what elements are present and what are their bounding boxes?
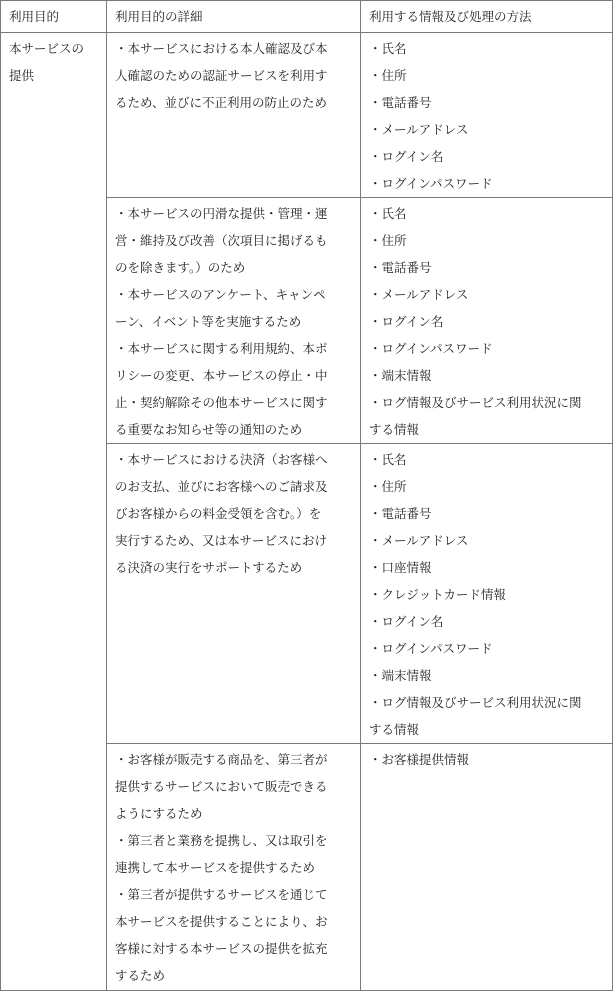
details-cell (107, 444, 361, 744)
info-line: ・メールアドレス (369, 287, 469, 302)
details-line: リシーの変更、本サービスの停止・中 (115, 368, 328, 383)
info-line: ・ログ情報及びサービス利用状況に関 (369, 695, 582, 710)
info-line: ・端末情報 (369, 368, 432, 383)
info-line: ・ログイン名 (369, 614, 444, 629)
details-line: ・本サービスの円滑な提供・管理・運 (115, 206, 328, 221)
info-line: ・メールアドレス (369, 533, 469, 548)
details-line: のお支払、並びにお客様へのご請求及 (115, 479, 328, 494)
info-line: ・氏名 (369, 452, 407, 467)
details-line: ようにするため (115, 806, 203, 821)
info-cell (361, 444, 613, 744)
details-line: 営・維持及び改善（次項目に掲げるも (115, 233, 328, 248)
info-line: ・氏名 (369, 41, 407, 56)
info-line: する情報 (369, 422, 420, 437)
details-line: ・本サービスのアンケート、キャンペ (115, 287, 326, 302)
details-line: 実行するため、又は本サービスにおけ (115, 533, 328, 548)
details-line: ・本サービスに関する利用規約、本ポ (115, 341, 328, 356)
details-cell (107, 33, 361, 198)
header-purpose: 利用目的 (1, 1, 107, 33)
purpose-line: 本サービスの (9, 41, 85, 56)
info-line: ・端末情報 (369, 668, 432, 683)
details-line: ーン、イベント等を実施するため (115, 314, 302, 329)
info-line: ・クレジットカード情報 (369, 587, 506, 602)
header-purpose-details: 利用目的の詳細 (107, 1, 361, 33)
info-line: する情報 (369, 722, 420, 737)
info-line: ・ログイン名 (369, 149, 444, 164)
info-line: ・ログインパスワード (369, 641, 493, 656)
details-line: るため、並びに不正利用の防止のため (115, 95, 328, 110)
info-line: ・電話番号 (369, 506, 432, 521)
info-line: ・住所 (369, 233, 407, 248)
details-line: ・本サービスにおける決済（お客様へ (115, 452, 328, 467)
details-line: 人確認のための認証サービスを利用す (115, 68, 328, 83)
info-line: ・住所 (369, 68, 407, 83)
details-line: る重要なお知らせ等の通知のため (115, 422, 303, 437)
header-row (1, 1, 613, 33)
info-line: ・ログイン名 (369, 314, 444, 329)
details-line: ・第三者が提供するサービスを通じて (115, 887, 328, 902)
info-line: ・お客様提供情報 (369, 752, 470, 767)
info-line: ・ログインパスワード (369, 176, 493, 191)
header-info-and-method: 利用する情報及び処理の方法 (361, 1, 613, 33)
details-line: る決済の実行をサポートするため (115, 560, 303, 575)
details-line: 止・契約解除その他本サービスに関す (115, 395, 328, 410)
info-cell (361, 33, 613, 198)
info-cell (361, 198, 613, 444)
purpose-cell (1, 33, 107, 991)
info-line: ・住所 (369, 479, 407, 494)
details-line: 客様に対する本サービスの提供を拡充 (115, 941, 328, 956)
info-line: ・氏名 (369, 206, 407, 221)
info-cell (361, 744, 613, 991)
details-line: のを除きます。）のため (115, 260, 246, 275)
details-line: ・お客様が販売する商品を、第三者が (115, 752, 328, 767)
details-line: びお客様からの料金受領を含む。）を (115, 506, 322, 521)
details-line: するため (115, 968, 166, 983)
details-cell (107, 744, 361, 991)
info-line: ・電話番号 (369, 260, 432, 275)
details-line: 提供するサービスにおいて販売できる (115, 779, 328, 794)
info-line: ・ログ情報及びサービス利用状況に関 (369, 395, 582, 410)
table-row (1, 33, 613, 198)
details-cell (107, 198, 361, 444)
details-line: 本サービスを提供することにより、お (115, 914, 328, 929)
details-line: ・第三者と業務を提携し、又は取引を (115, 833, 328, 848)
details-line: ・本サービスにおける本人確認及び本 (115, 41, 328, 56)
info-line: ・ログインパスワード (369, 341, 493, 356)
info-line: ・メールアドレス (369, 122, 469, 137)
details-line: 連携して本サービスを提供するため (115, 860, 316, 875)
purpose-line: 提供 (9, 68, 35, 83)
info-line: ・口座情報 (369, 560, 432, 575)
info-line: ・電話番号 (369, 95, 432, 110)
